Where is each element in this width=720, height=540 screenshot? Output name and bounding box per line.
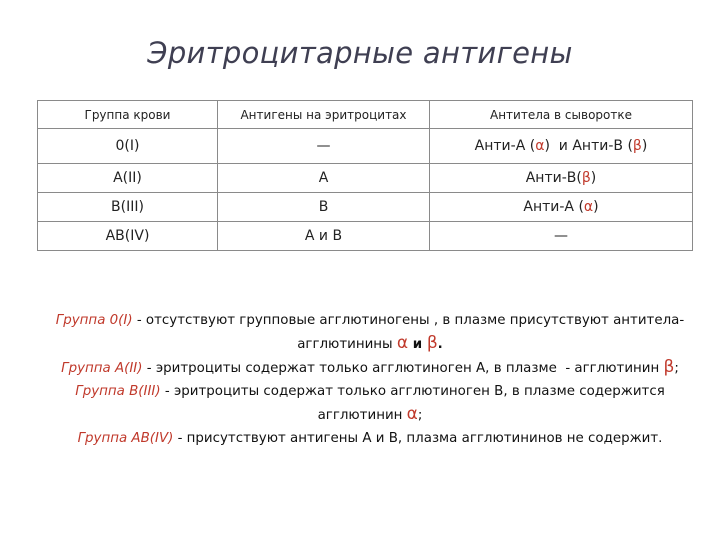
cell-antigens: А и В	[218, 222, 430, 251]
cell-antibodies: Анти-А (α) и Анти-В (β)	[430, 129, 693, 164]
note-group-b: Группа В(III) - эритроциты содержат только агглютиноген В, в плазме содержится	[75, 384, 665, 399]
alpha-symbol: α	[583, 199, 594, 215]
beta-symbol: β	[632, 138, 642, 154]
header-antibodies: Антитела в сыворотке	[430, 101, 693, 129]
beta-symbol: β	[426, 333, 438, 353]
table-row	[38, 164, 693, 193]
cell-antibodies: Анти-А (α)	[430, 193, 693, 222]
cell-antigens: B	[218, 193, 430, 222]
header-antigens: Антигены на эритроцитах	[218, 101, 430, 129]
cell-antibodies: —	[430, 222, 693, 251]
cell-group: A(II)	[38, 164, 218, 193]
alpha-symbol: α	[535, 138, 545, 154]
cell-group: AB(IV)	[38, 222, 218, 251]
table-row	[38, 193, 693, 222]
cell-group: B(III)	[38, 193, 218, 222]
table-header-row	[38, 101, 693, 129]
note-group-ab: Группа АВ(IV) - присутствуют антигены А и В, плазма агглютининов не содержит.	[77, 431, 663, 446]
slide-title: Эритроцитарные антигены	[147, 36, 573, 70]
note-group-0: Группа 0(I) - отсутствуют групповые агглютиногены , в плазме присутствуют антитела-	[55, 313, 685, 328]
table-row	[38, 129, 693, 164]
note-group-a: Группа А(II) - эритроциты содержат только агглютиноген А, в плазме - агглютинин β;	[61, 357, 679, 377]
beta-symbol: β	[581, 170, 591, 186]
cell-antigens: A	[218, 164, 430, 193]
cell-antibodies: Анти-В(β)	[430, 164, 693, 193]
table-row	[38, 222, 693, 251]
beta-symbol: β	[663, 357, 675, 377]
blood-groups-table	[37, 100, 693, 251]
alpha-symbol: α	[396, 333, 409, 353]
note-group-0-cont: агглютинины α и β.	[297, 333, 443, 353]
note-group-b-cont: агглютинин α;	[317, 404, 423, 424]
alpha-symbol: α	[406, 404, 418, 424]
cell-group: 0(I)	[38, 129, 218, 164]
explanation-notes	[30, 309, 710, 450]
header-blood-group: Группа крови	[38, 101, 218, 129]
cell-antigens: —	[218, 129, 430, 164]
